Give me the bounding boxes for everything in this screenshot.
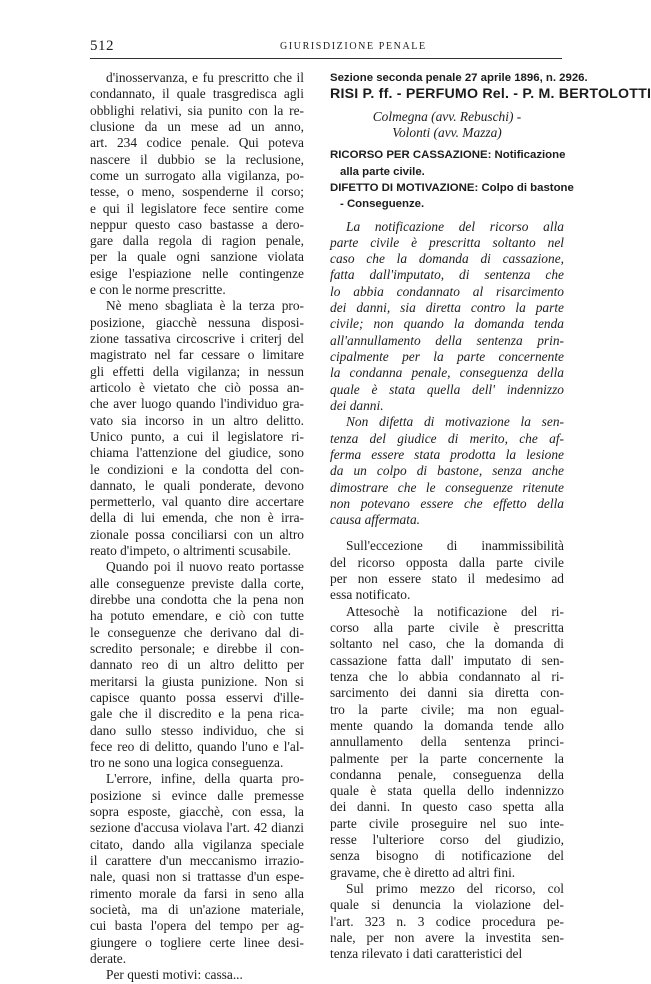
text-line: l'art. 323 n. 3 codice procedura pe- [330,913,564,929]
text-line: le conseguenze che derivano dal di- [90,624,304,640]
text-line: capisce quanto possa esservi d'ille- [90,689,304,705]
text-line: gli effetti della vigilanza; in nessun [90,363,304,379]
text-line: permetterlo, val quanto dire accertare [90,494,304,510]
text-line: DIFETTO DI MOTIVAZIONE: Colpo di bastone [330,181,574,194]
text-line: per non essere stato il medesimo ad [330,571,564,587]
paragraph [90,771,304,967]
text-line: condanna penale, conseguenza della [330,766,564,782]
text-line: corso alla parte civile è prescritta [330,620,564,635]
page-header [90,38,560,56]
text-line: civile; non quando la domanda tenda [330,316,564,332]
text-line: Attesochè la notificazione del ri- [346,603,564,619]
text-line: parte civile è prescritta soltanto nel [330,234,564,250]
text-line: ferma essere stata prodotta la lesione [330,446,564,462]
text-line: da un colpo di bastone, senza anche [330,463,564,479]
text-line: posizione, giacchè nessuna disposi- [90,314,304,330]
text-line: condannato, il quale trasgredisca agli [90,86,304,102]
text-line: e con le norme prescritte. [90,282,226,298]
text-line: sopra esposte, giacchè, con essa, la [90,804,304,820]
maxim [330,219,564,415]
text-line: ha potuto emendare, e ciò con tutte [90,608,304,624]
maxims-block [330,219,564,529]
text-line: citato, dando alla vigilanza speciale [90,836,304,852]
text-line: sarcimento dei danni sia diretta con- [330,685,564,701]
text-line: quale è stata quella dell' indennizzo [330,381,564,397]
text-line: obblighi relativi, sia punito con la re- [90,102,304,118]
text-line: soltanto nel caso, che la domanda di [330,636,564,652]
text-line: articolo è vietato che ciò possa an- [90,379,304,395]
text-line: gare dalla regola di ragion penale, [90,233,304,249]
paragraph [90,298,304,559]
text-line: annullamento della sentenza princi- [330,734,564,750]
right-column [330,70,651,963]
text-line: tenza del giudice di merito, che af- [330,430,564,446]
text-line: nale, quasi non si trattasse d'un espe- [90,869,304,885]
text-line: cui basta l'opera del tempo per ag- [90,918,304,934]
text-line: la condanna penale, conseguenza della [330,365,564,381]
case-section-line: Sezione seconda penale 27 aprile 1896, n. 2926. [330,72,588,84]
text-line: gravame, che è diretto ad altri fini. [330,864,516,880]
text-line: meritarsi la giusta punizione. Non si [90,673,304,689]
text-line: resse l'ulteriore corso del giudizio, [330,832,564,848]
page-number: 512 [90,38,114,54]
text-line: Per questi motivi: cassa... [106,967,243,983]
text-line: senza bisogno di notificazione del [330,848,564,864]
text-line: cipalmente per la parte concernente [330,349,564,364]
text-line: direbbe una condotta che la pena non [90,592,304,607]
text-line: non potevano essere che effetto della [330,495,564,511]
paragraph [90,967,304,983]
text-line: magistrato nel far cessare o limitare [90,347,304,363]
left-column [90,70,304,984]
text-line: quale si denuncia la violazione del- [330,897,564,913]
text-line: per la quale ogni sanzione violata [90,249,304,265]
case-parties-2: Volonti (avv. Mazza) [392,124,502,140]
text-line: Quando poi il nuovo reato portasse [106,559,304,575]
text-line: reato d'impeto, o altrimenti scusabile. [90,543,291,559]
text-line: Unico punto, a cui il legislatore ri- [90,428,304,444]
text-line: tro ne sono una logica conseguenza. [90,755,284,771]
paragraph [330,881,564,963]
paragraph [90,70,304,298]
text-line: gale che il discredito e la pena rica- [90,706,304,722]
text-line: tenza rilevato i dati caratteristici del [330,946,523,962]
case-title: RISI P. ff. - PERFUMO Rel. - P. M. BERTOLOTTI [330,86,651,103]
text-line: RICORSO PER CASSAZIONE: Notificazione [330,149,566,162]
text-line: mente quando la domanda tende allo [330,717,564,733]
text-line: dannato, le quali ponderate, devono [90,477,304,493]
text-line: chiama l'attenzione del giudice, sono [90,445,304,461]
text-line: vato sia incorso in un altro delitto. [90,412,304,428]
text-line: e qui il legislatore fece sentire come [90,200,304,216]
text-line: palmente per la parte concernente la [330,750,564,766]
text-line: derate. [90,950,127,966]
text-line: Sull'eccezione di inammissibilità [346,538,564,554]
keywords-block [330,147,574,212]
text-line: fece reo di delitto, quando l'uno e l'al- [90,738,304,754]
text-line: La notificazione del ricorso alla [346,218,564,234]
text-line: che aver luogo quando l'individuo gra- [90,396,304,412]
text-line: dannato reo di un altro delitto per [90,657,304,673]
text-line: all'annullamento della sentenza prin- [330,332,564,348]
text-line: Sul primo mezzo del ricorso, col [346,881,564,896]
text-line: art. 234 codice penale. Qui poteva [90,135,304,151]
text-line: nale, per non avere la investita sen- [330,929,564,945]
keyword-entry [330,180,574,213]
text-line: zionale possa conciliarsi con un altro [90,526,304,542]
judgment-text [330,538,564,962]
maxim [330,414,564,528]
text-line: società, ma di un'azione materiale, [90,901,304,917]
text-line: scredito personale; e direbbe il con- [90,640,304,656]
paragraph [330,604,564,881]
text-line: lo abbia condannato al risarcimento [330,283,564,299]
text-line: tro la parte civile; ma non egual- [330,701,564,717]
text-line: come un surrogato alla vigilanza, po- [90,167,304,183]
keyword-entry [330,147,564,180]
text-line: dei danni. In questo caso spetta alla [330,799,564,815]
text-line: fatta dall'imputato, di sentenza che [330,267,564,283]
text-line: clusione da un mese ad un anno, [90,118,304,134]
text-line: della di lui emenda, che non è irra- [90,510,304,526]
text-line: dei danni. [330,397,384,413]
text-line: dimostrare che le conseguenze ritenute [330,479,564,495]
text-line: alla parte civile. [340,165,425,178]
text-line: essa notificato. [330,587,411,603]
text-line: neppur questo caso bastasse a dero- [90,216,304,232]
text-line: giungere o togliere certe linee desi- [90,934,304,950]
header-rule [90,58,562,59]
text-line: tesse, o meno, sospenderne il corso; [90,184,304,200]
text-line: tenza che lo abbia condannato al ri- [330,668,564,684]
text-line: sezione d'accusa violava l'art. 42 dianzi [90,820,304,836]
running-title: GIURISDIZIONE PENALE [280,41,427,52]
text-line: le condizioni e la condotta del con- [90,461,304,477]
text-line: - Conseguenze. [340,198,425,211]
text-line: d'inosservanza, e fu prescritto che il [106,70,304,85]
text-line: del ricorso opposta dalla parte civile [330,554,564,570]
text-line: nascere il dubbio se la reclusione, [90,151,304,167]
text-line: causa affermata. [330,512,421,528]
text-line: L'errore, infine, della quarta pro- [106,771,304,787]
text-line: cassazione fatta dall' imputato di sen- [330,652,564,668]
text-line: rimento morale da farsi in seno alla [90,885,304,901]
text-line: esige l'espiazione nelle contingenze [90,265,304,281]
text-line: il carattere d'un meccanismo irrazio- [90,853,304,868]
paragraph [330,538,564,603]
case-parties-1: Colmegna (avv. Rebuschi) - [372,108,522,124]
text-line: dano sullo stesso individuo, che si [90,722,304,738]
text-line: quale è stata quella dello indennizzo [330,783,564,799]
text-line: zione tassativa circoscrive i criterj del [90,331,304,346]
text-line: dei danni, sia diretta contro la parte [330,300,564,316]
text-line: parte civile proseguire nel suo inte- [330,815,564,831]
paragraph [90,559,304,771]
text-line: caso che la domanda di cassazione, [330,251,564,267]
text-line: Nè meno sbagliata è la terza pro- [106,298,304,314]
text-line: alle conseguenze previste dalla corte, [90,575,304,591]
text-line: posizione si evince dalle premesse [90,787,304,803]
text-line: Non difetta di motivazione la sen- [346,414,564,430]
